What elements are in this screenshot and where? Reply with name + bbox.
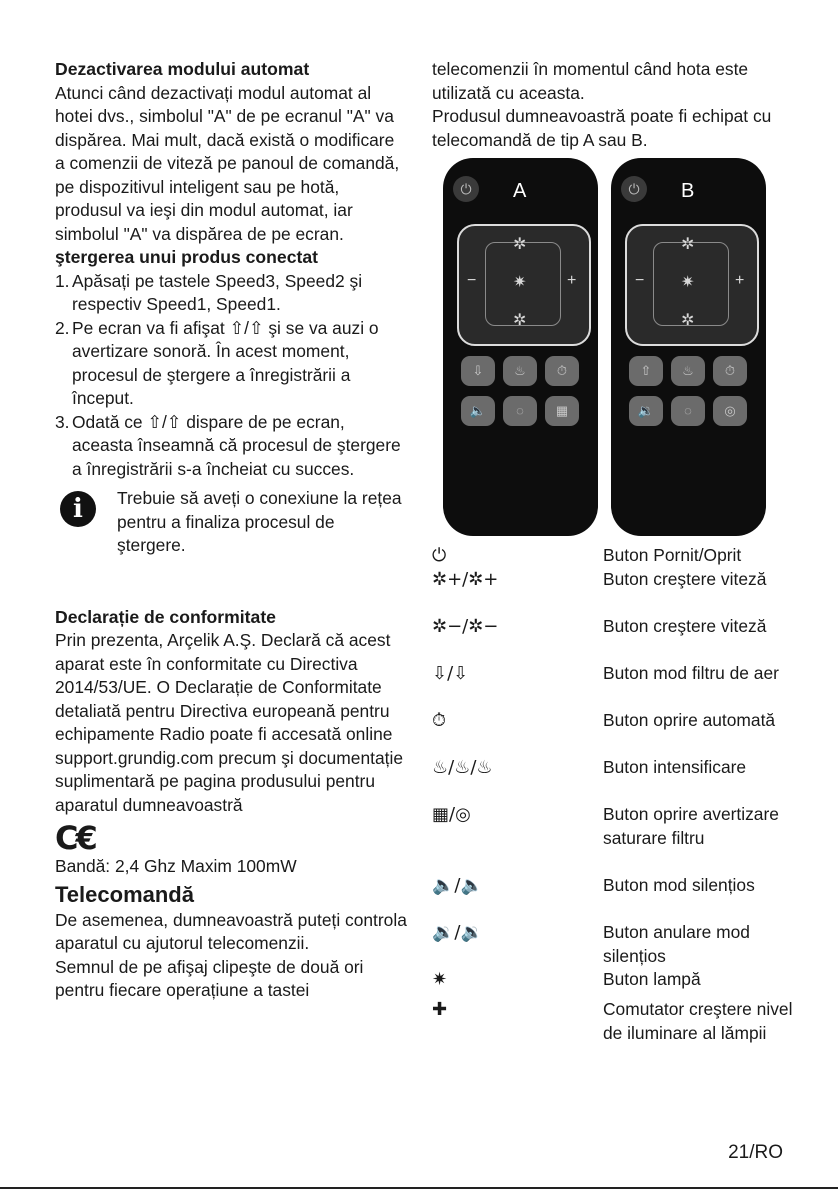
remote-illustrations [443,158,773,536]
fan-speed-up-icon: ✲+/✲+ [432,569,499,590]
lamp-icon: ✷ [681,274,695,291]
heading-conformity: Declarație de conformitate [55,606,276,627]
plus-icon: + [735,272,745,289]
band-info: Bandă: 2,4 Ghz Maxim 100mW [55,856,297,876]
remote-b-pad [625,224,759,346]
filter-alert-button-icon: ◎ [713,396,747,426]
legend-text: Buton oprire avertizare saturare filtru [603,804,779,848]
remote-b-label: B [681,180,695,202]
step-item: 3. Odată ce ⇧/⇧ dispare de pe ecran, aceasta înseamnă că procesul de ştergere a înregistrării s-a încheiat cu succes. [55,411,401,479]
heading-auto-mode-off: Dezactivarea modului automat [55,59,310,79]
power-icon: ⏻ [621,176,647,202]
silent-mode-icon: 🔈/🔈 [432,875,483,896]
paragraph-remote-1: De asemenea, dumneavoastră puteți controla aparatul cu ajutorul telecomenzii. [55,909,407,953]
paragraph-remote-continued: telecomenzii în momentul când hota este utilizată cu aceasta. [432,59,749,103]
footer-divider [0,1187,838,1189]
fan-plus-icon: ✲ [681,236,695,253]
legend-text: Buton lampă [603,969,701,989]
lamp-icon: ✷ [432,969,448,990]
boost-button-icon: ♨ [503,356,537,386]
right-column [432,58,792,152]
minus-icon: − [635,272,645,289]
timer-button-icon: ⏱ [713,356,747,386]
filter-button-icon: ⇩ [461,356,495,386]
ce-mark-icon: C€ [55,819,95,857]
step-item: 2. Pe ecran va fi afişat ⇧/⇧ şi se va auzi o avertizare sonoră. În acest moment, procesul de ştergere a înregistrării a început. [55,317,379,408]
wifi-button-icon: ◌ [503,396,537,426]
legend-text: Buton mod filtru de aer [603,663,779,683]
legend-text: Buton creştere viteză [603,569,767,589]
remote-a-pad [457,224,591,346]
legend-text: Buton creştere viteză [603,616,767,636]
left-column [55,58,407,1003]
page-number: 21/RO [728,1142,783,1163]
paragraph-conformity: Prin prezenta, Arçelik A.Ş. Declară că acest aparat este în conformitate cu Directiva 2014/53/UE. O Declarație de Conformitate detaliată pentru Directiva europeană pentru echipamente Radio poate fi accesată online support.grundig.com precum şi documentație suplimentară pe pagina produsului pentru aparatul dumneavoastră [55,630,403,815]
plus-icon: + [567,272,577,289]
minus-icon: − [467,272,477,289]
heading-remote-control: Telecomandă [55,881,194,907]
fan-minus-icon: ✲ [681,312,695,329]
air-filter-icon: ⇩/⇩ [432,663,469,684]
lamp-icon: ✷ [513,274,527,291]
plus-icon: ✚ [432,999,448,1020]
steps-list [55,270,407,482]
legend-text: Buton Pornit/Oprit [603,545,742,565]
remote-a-label: A [513,180,527,202]
fan-speed-down-icon: ✲−/✲− [432,616,499,637]
timer-button-icon: ⏱ [545,356,579,386]
heading-delete-product: ştergerea unui produs conectat [55,247,318,267]
filter-alert-button-icon: ▦ [545,396,579,426]
info-note [55,487,407,558]
legend-text: Buton mod silențios [603,875,755,895]
power-icon: ⏻ [453,176,479,202]
remote-b [611,158,766,536]
info-note-text: Trebuie să aveți o conexiune la rețea pentru a finaliza procesul de ştergere. [117,488,402,555]
filter-button-icon: ⇧ [629,356,663,386]
step-item: 1. Apăsați pe tastele Speed3, Speed2 şi respectiv Speed1, Speed1. [55,270,363,314]
legend-text: Comutator creştere nivel de iluminare al lămpii [603,999,793,1043]
remote-a [443,158,598,536]
paragraph-remote-types: Produsul dumneavoastră poate fi echipat cu telecomandă de tip A sau B. [432,106,772,150]
timer-icon: ⏱ [432,710,447,731]
paragraph-remote-2: Semnul de pe afişaj clipeşte de două ori pentru fiecare operațiune a tastei [55,956,364,1000]
boost-button-icon: ♨ [671,356,705,386]
silent-button-icon: 🔉 [629,396,663,426]
filter-saturation-icon: ▦/◎ [432,804,471,825]
legend-text: Buton anulare mod silențios [603,922,750,966]
wifi-button-icon: ◌ [671,396,705,426]
cancel-silent-icon: 🔉/🔉 [432,922,483,943]
fan-minus-icon: ✲ [513,312,527,329]
boost-icon: ♨/♨/♨ [432,757,493,778]
info-icon: i [60,491,96,527]
paragraph-auto-mode-off: Atunci când dezactivați modul automat al hotei dvs., simbolul "A" de pe ecranul "A" va dispărea. Mai mult, dacă există o modificare a comenzii de viteză pe panoul de comandă, pe dispozitivul inteligent sau pe hotă, produsul va ieşi din modul automat, iar simbolul "A" va dispărea de pe ecran. [55,82,400,244]
fan-plus-icon: ✲ [513,236,527,253]
legend-text: Buton intensificare [603,757,747,777]
power-icon: ⏻ [432,545,447,566]
silent-button-icon: 🔈 [461,396,495,426]
legend-text: Buton oprire automată [603,710,776,730]
